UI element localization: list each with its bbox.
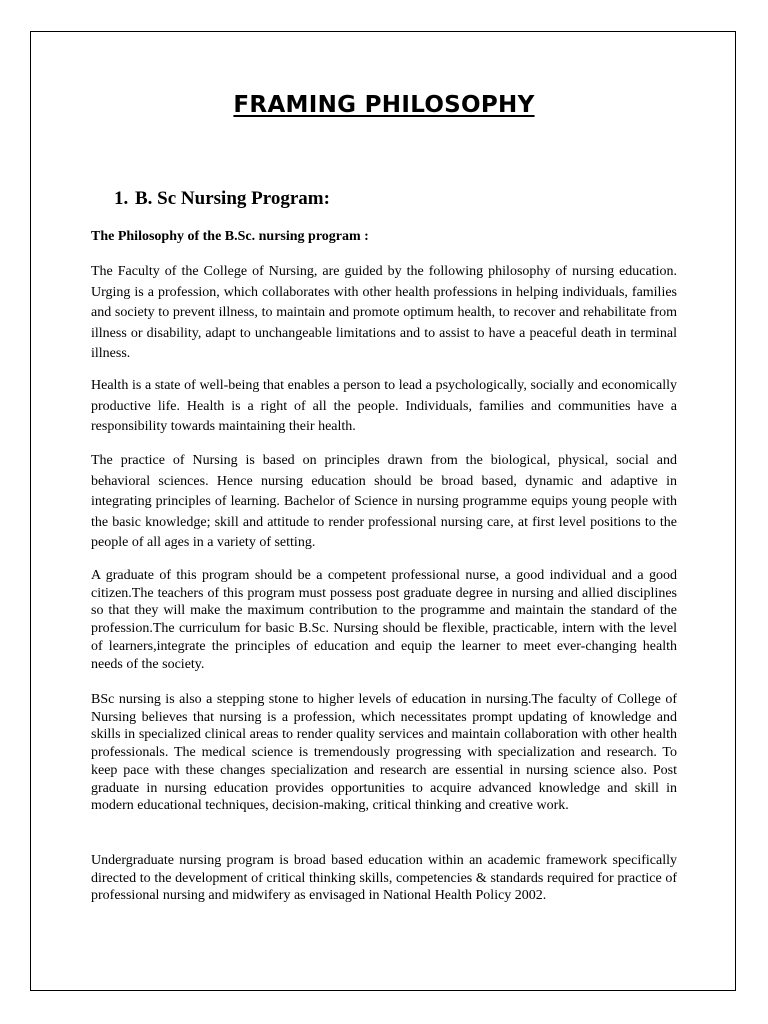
paragraph-graduate-competence: A graduate of this program should be a competent professional nurse, a good individual and a good citizen.The teachers of this program must possess post graduate degree in nursing and allied disciplines so that they will make the maximum contribution to the programme and maintain the standard of the profession.The curriculum for basic B.Sc. Nursing should be flexible, practicable, intern with the level of learners,integrate the principles of education and equip the learner to meet ever-changing health needs of the society. bbox=[91, 568, 677, 672]
section-heading-text: B. Sc Nursing Program: bbox=[135, 188, 330, 209]
paragraph-nursing-practice: The practice of Nursing is based on principles drawn from the biological, physical, social and behavioral sciences. Hence nursing education should be broad based, dynamic and adaptive in integrating principles of learning. Bachelor of Science in nursing programme equips young people with the basic knowledge; skill and attitude to render professional nursing care, at first level positions to the people of all ages in a variety of setting. bbox=[91, 453, 677, 551]
section-heading bbox=[114, 188, 330, 210]
section-number: 1. bbox=[114, 188, 129, 209]
paragraph-health-definition: Health is a state of well-being that enables a person to lead a psychologically, socially and economically productive life. Health is a right of all the people. Individuals, families and communities have a responsibility towards maintaining their health. bbox=[91, 378, 677, 435]
philosophy-subheading: The Philosophy of the B.Sc. nursing program : bbox=[91, 229, 369, 244]
paragraph-faculty-guidance: The Faculty of the College of Nursing, are guided by the following philosophy of nursing education. Urging is a profession, which collaborates with other health professions in helping individuals, families and society to prevent illness, to maintain and promote optimum health, to recover and rehabilitate from illness or disability, adapt to unchangeable limitations and to assist to have a peaceful death in terminal illness. bbox=[91, 264, 677, 362]
paragraph-higher-education: BSc nursing is also a stepping stone to higher levels of education in nursing.The faculty of College of Nursing believes that nursing is a profession, which necessitates prompt updating of knowledge and skills in specialized clinical areas to render quality services and maintain collaboration with other health professionals. The medical science is tremendously progressing with specialization and research. To keep pace with these changes specialization and research are essential in nursing science also. Post graduate in nursing education provides opportunities to acquire advanced knowledge and skill in modern educational techniques, decision-making, critical thinking and creative work. bbox=[91, 692, 677, 814]
paragraph-undergraduate-program: Undergraduate nursing program is broad based education within an academic framework specifically directed to the development of critical thinking skills, competencies & standards required for practice of professional nursing and midwifery as envisaged in National Health Policy 2002. bbox=[91, 853, 677, 904]
document-title: FRAMING PHILOSOPHY bbox=[233, 92, 535, 118]
